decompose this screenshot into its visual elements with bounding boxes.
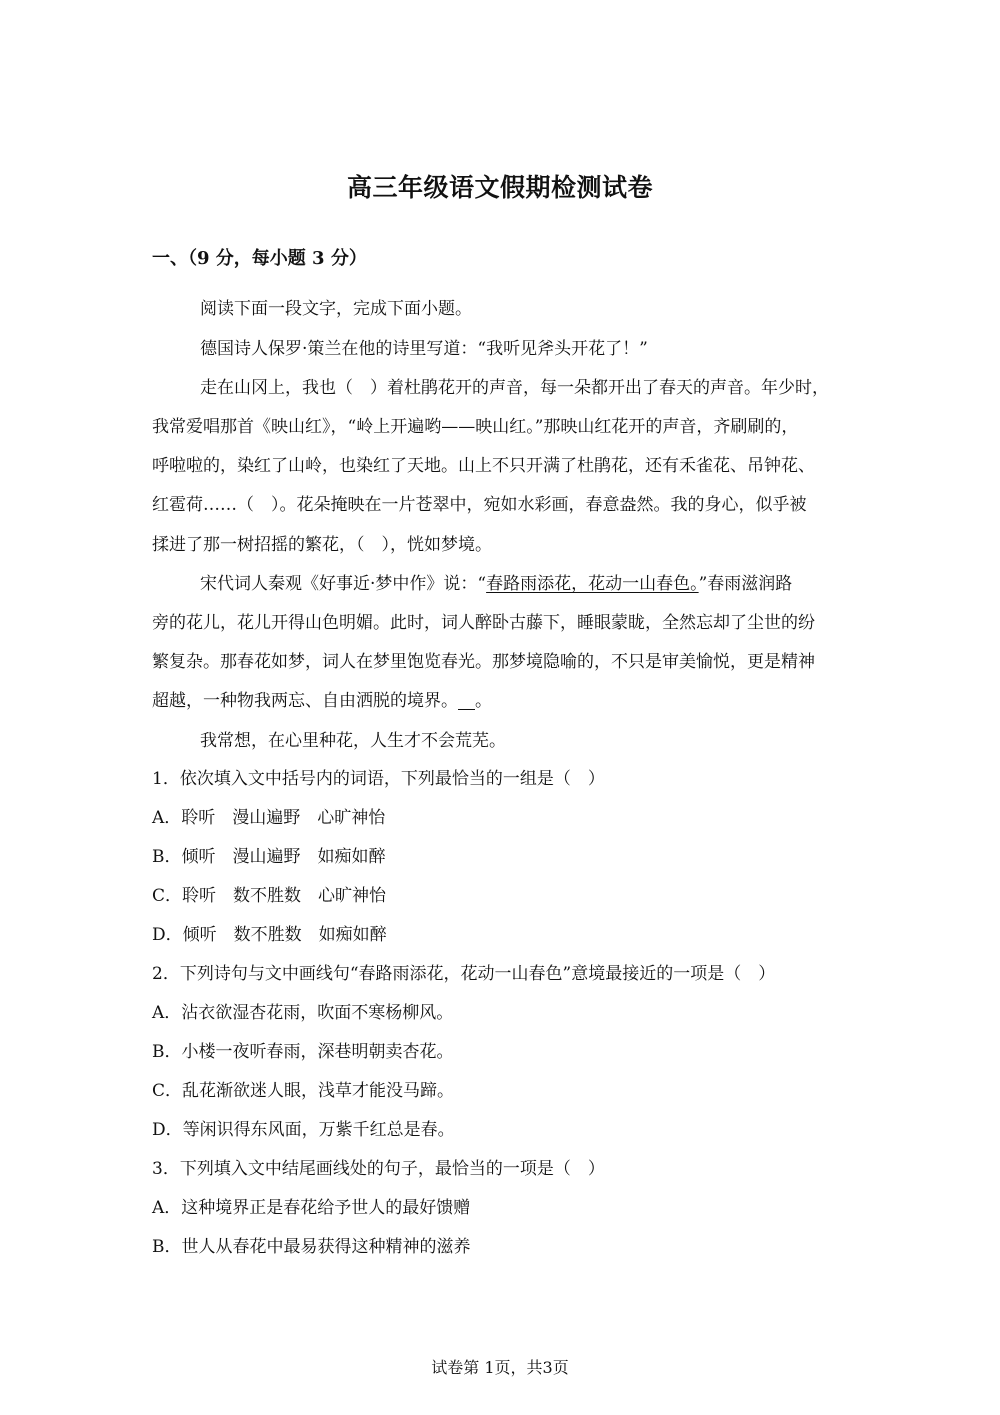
quote-outro: ”春雨滋润路: [698, 574, 793, 594]
question-2-option-a[interactable]: A．沾衣欲湿杏花雨，吹面不寒杨柳风。: [152, 1003, 454, 1023]
question-1-option-d[interactable]: D．倾听 数不胜数 如痴如醉: [152, 925, 387, 945]
question-1-option-c[interactable]: C．聆听 数不胜数 心旷神怡: [152, 886, 387, 906]
page-title: 高三年级语文假期检测试卷: [346, 173, 653, 202]
page-footer: 试卷第 1页，共3页: [431, 1358, 569, 1377]
passage-paragraph-3-line-2: 旁的花儿，花儿开得山色明媚。此时，词人醉卧古藤下，睡眼蒙眬，全然忘却了尘世的纷: [152, 613, 815, 633]
passage-paragraph-1: 德国诗人保罗·策兰在他的诗里写道：“我听见斧头开花了！”: [200, 339, 648, 359]
passage-paragraph-3-line-3: 繁复杂。那春花如梦，词人在梦里饱览春光。那梦境隐喻的，不只是审美愉悦，更是精神: [152, 652, 815, 672]
question-1-option-a[interactable]: A．聆听 漫山遍野 心旷神怡: [152, 808, 386, 828]
passage-paragraph-3-line-4: [152, 689, 852, 713]
question-2-option-d[interactable]: D．等闲识得东风面，万紫千红总是春。: [152, 1120, 455, 1140]
passage-paragraph-2-line-2: 我常爱唱那首《映山红》，“岭上开遍哟——映山红。”那映山红花开的声音，齐刷刷的，: [152, 417, 799, 437]
passage-paragraph-2-line-5: 揉进了那一树招摇的繁花，（ ），恍如梦境。: [152, 535, 492, 555]
question-1-option-b[interactable]: B．倾听 漫山遍野 如痴如醉: [152, 847, 386, 867]
quote-intro: 宋代词人秦观《好事近·梦中作》说：“: [200, 574, 487, 594]
question-1-stem: 1．依次填入文中括号内的词语，下列最恰当的一组是（ ）: [152, 769, 605, 789]
question-2-stem: 2．下列诗句与文中画线句“春路雨添花，花动一山春色”意境最接近的一项是（ ）: [152, 964, 776, 984]
question-2-option-c[interactable]: C．乱花渐欲迷人眼，浅草才能没马蹄。: [152, 1081, 455, 1101]
closing-sentence: 超越，一种物我两忘、自由洒脱的境界。: [152, 691, 458, 711]
instruction-text: 阅读下面一段文字，完成下面小题。: [200, 299, 472, 319]
passage-paragraph-3-line-1: [200, 572, 900, 596]
question-3-option-a[interactable]: A．这种境界正是春花给予世人的最好馈赠: [152, 1198, 471, 1218]
question-3-option-b[interactable]: B．世人从春花中最易获得这种精神的滋养: [152, 1237, 471, 1257]
passage-paragraph-2-line-3: 呼啦啦的，染红了山岭，也染红了天地。山上不只开满了杜鹃花，还有禾雀花、吊钟花、: [152, 456, 815, 476]
passage-paragraph-2-line-4: 红雹荷……（ ）。花朵掩映在一片苍翠中，宛如水彩画，春意盎然。我的身心，似乎被: [152, 495, 807, 515]
answer-blank-underline: [458, 691, 475, 711]
passage-paragraph-2-line-1: 走在山冈上，我也（ ）着杜鹃花开的声音，每一朵都开出了春天的声音。年少时，: [200, 378, 829, 398]
question-3-stem: 3．下列填入文中结尾画线处的句子，最恰当的一项是（ ）: [152, 1159, 605, 1179]
question-2-option-b[interactable]: B．小楼一夜听春雨，深巷明朝卖杏花。: [152, 1042, 454, 1062]
underlined-sentence: 春路雨添花，花动一山春色。: [486, 574, 699, 594]
passage-paragraph-4: 我常想，在心里种花，人生才不会荒芜。: [200, 731, 506, 751]
section-heading: 一、（9 分，每小题 3 分）: [152, 248, 367, 269]
closing-period: 。: [475, 691, 492, 711]
